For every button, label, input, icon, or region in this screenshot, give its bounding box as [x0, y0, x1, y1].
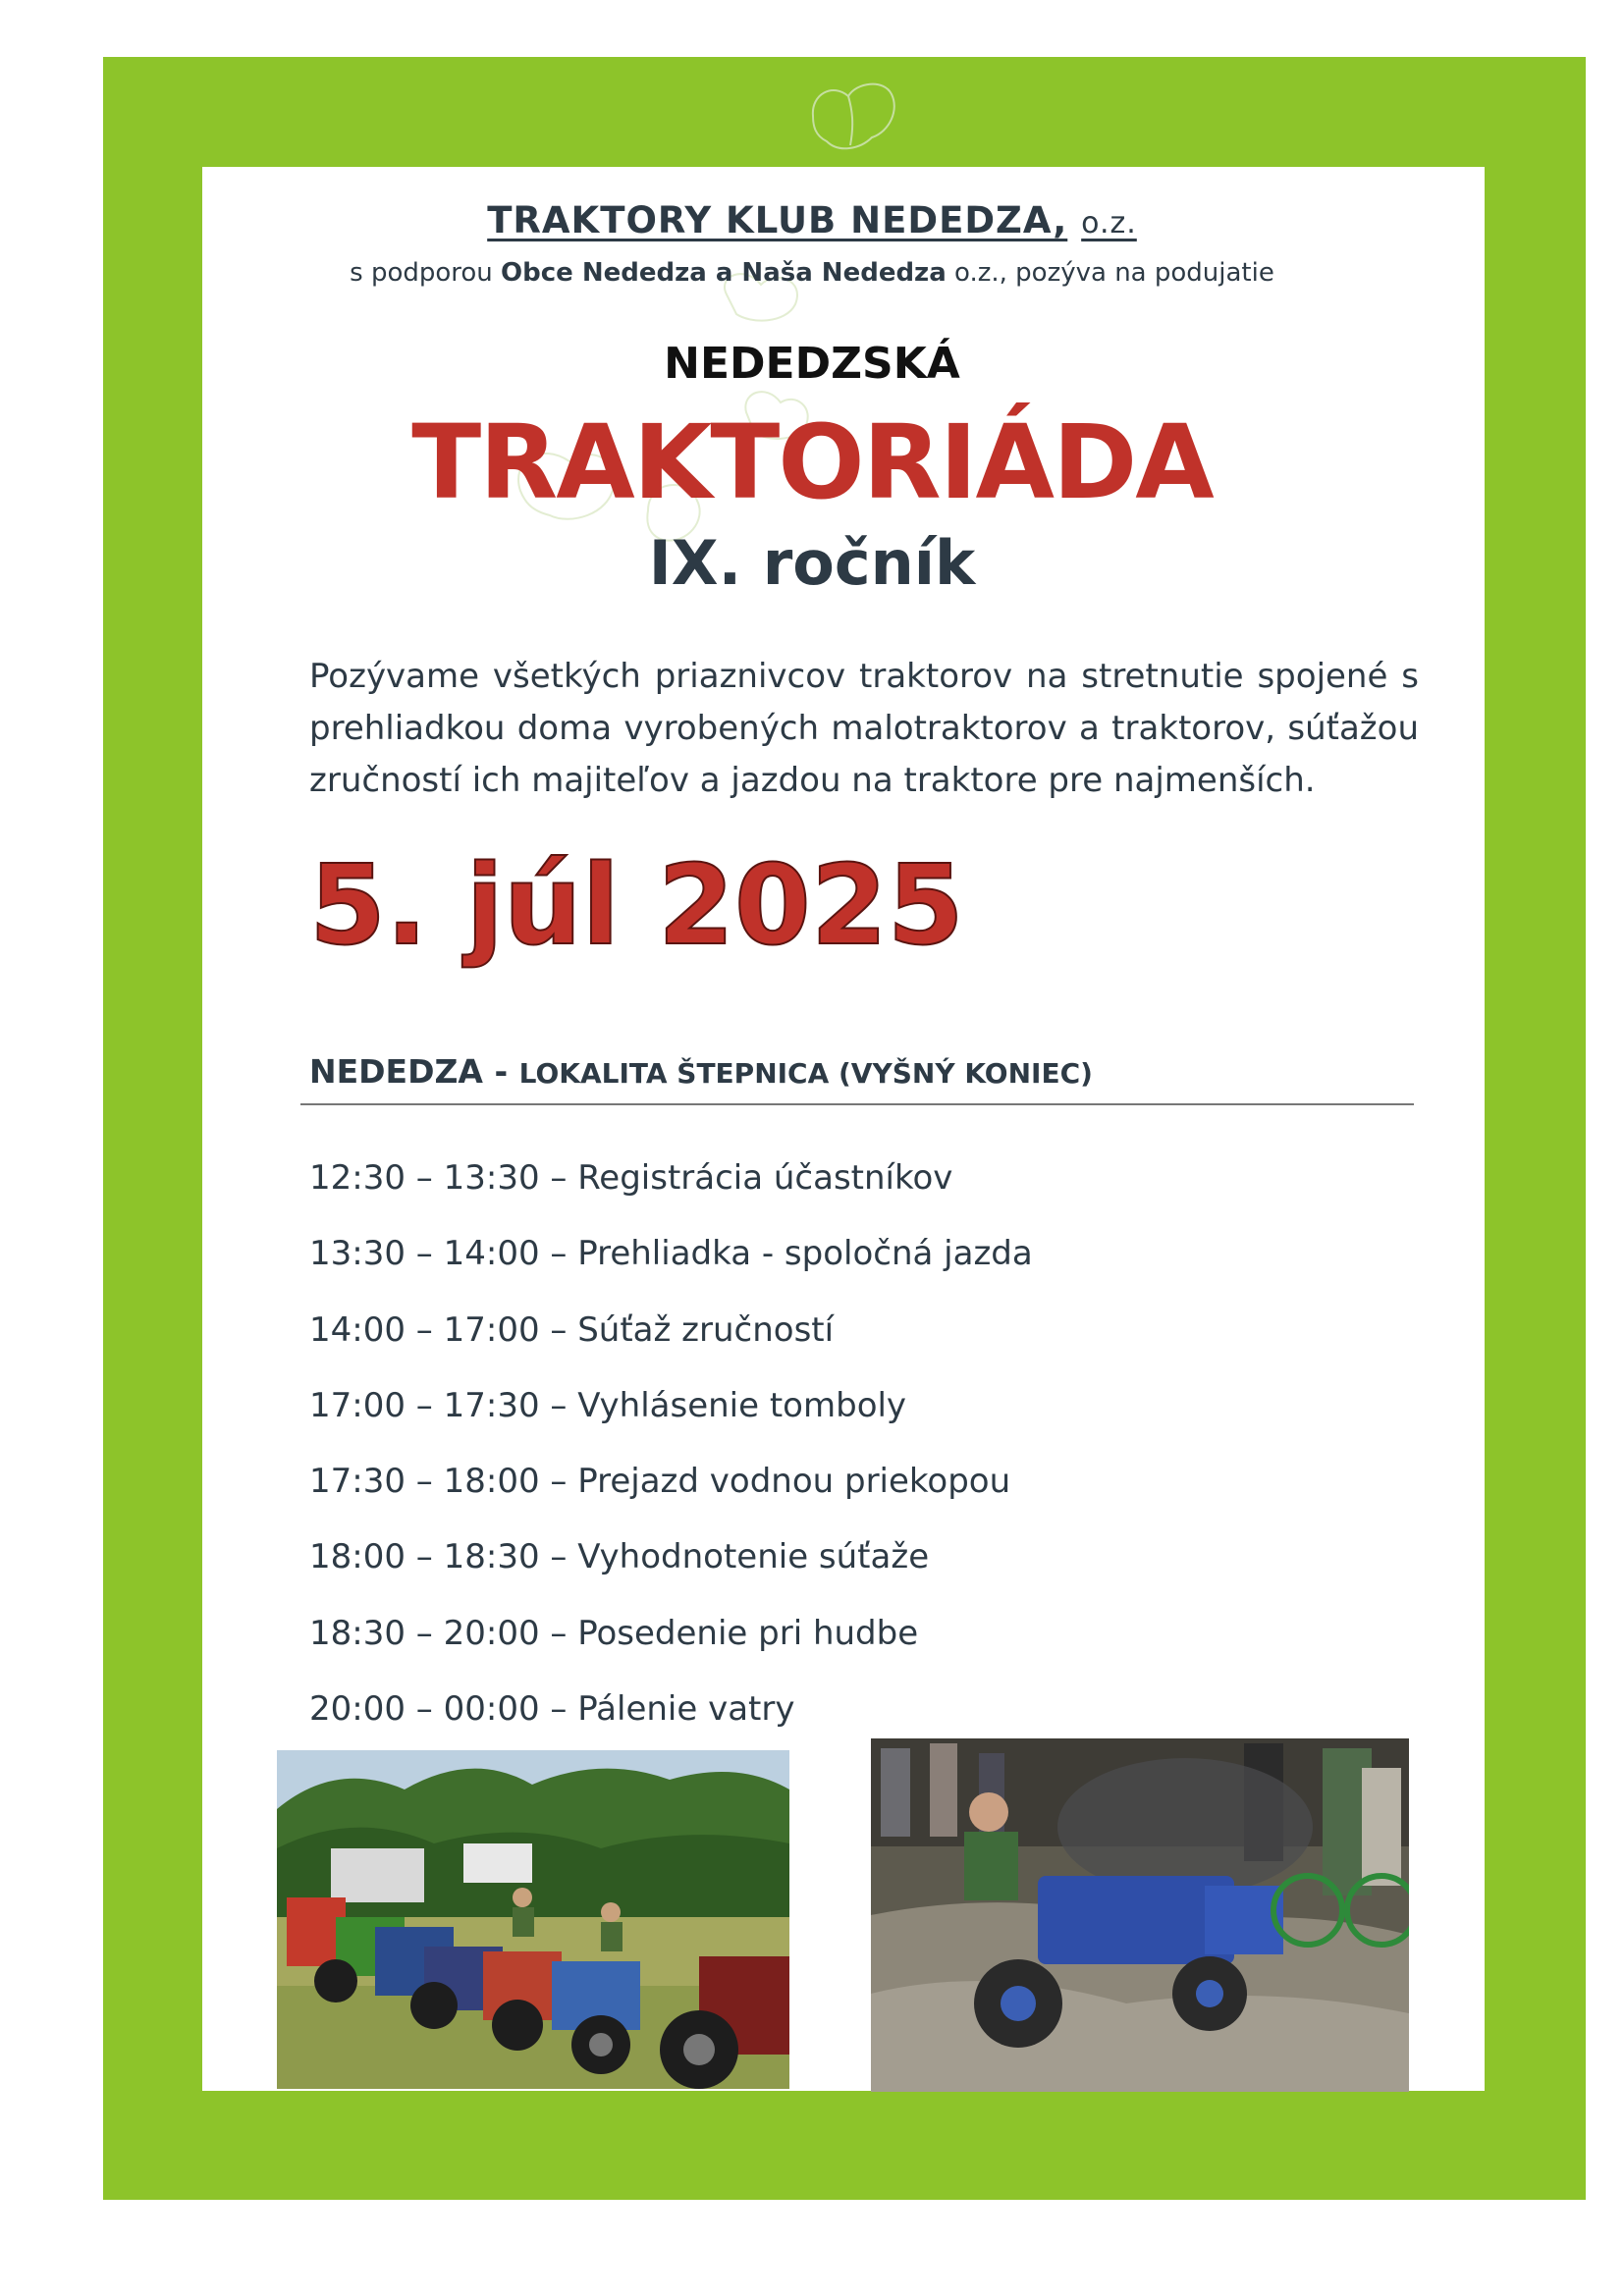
club-suffix: o.z.: [1081, 206, 1137, 240]
intro-paragraph: Pozývame všetkých priaznivcov traktorov na stretnutie spojené s prehliadkou doma vyrobených malotraktorov a traktorov, súťažou zručností ich majiteľov a jazdou na traktore pre najmenších.: [309, 657, 1419, 800]
event-date: 5. júl 2025: [309, 842, 964, 970]
schedule-item: 17:30 – 18:00 – Prejazd vodnou priekopou: [309, 1462, 1011, 1502]
support-orgs: Obce Nededza a Naša Nededza: [501, 258, 947, 288]
photo-tractor-mud: [871, 1738, 1409, 2092]
schedule-item: 18:30 – 20:00 – Posedenie pri hudbe: [309, 1613, 919, 1653]
club-name: TRAKTORY KLUB NEDEDZA,: [487, 199, 1068, 241]
schedule-item: 13:30 – 14:00 – Prehliadka - spoločná jazda: [309, 1234, 1033, 1274]
support-prefix: s podporou: [350, 258, 493, 288]
photo-tractor-lineup: [277, 1750, 789, 2089]
club-header: [0, 199, 1624, 241]
schedule-item: 17:00 – 17:30 – Vyhlásenie tomboly: [309, 1385, 907, 1425]
edition-label: IX. ročník: [648, 527, 976, 599]
location-place: LOKALITA ŠTEPNICA (VYŠNÝ KONIEC): [518, 1057, 1093, 1090]
title-kicker: NEDEDZSKÁ: [664, 339, 960, 389]
schedule-list: [309, 1154, 1033, 1761]
support-suffix: o.z., pozýva na podujatie: [954, 258, 1274, 288]
location-town: NEDEDZA -: [309, 1052, 509, 1091]
divider: [300, 1103, 1414, 1105]
schedule-item: 12:30 – 13:30 – Registrácia účastníkov: [309, 1158, 953, 1198]
leaf-logo-icon: [805, 77, 903, 157]
schedule-item: 18:00 – 18:30 – Vyhodnotenie súťaže: [309, 1537, 930, 1577]
schedule-item: 14:00 – 17:00 – Súťaž zručností: [309, 1309, 835, 1350]
schedule-item: 20:00 – 00:00 – Pálenie vatry: [309, 1689, 795, 1730]
event-title: TRAKTORIÁDA: [411, 402, 1213, 522]
support-line: [0, 258, 1624, 288]
location-heading: [309, 1052, 1093, 1091]
